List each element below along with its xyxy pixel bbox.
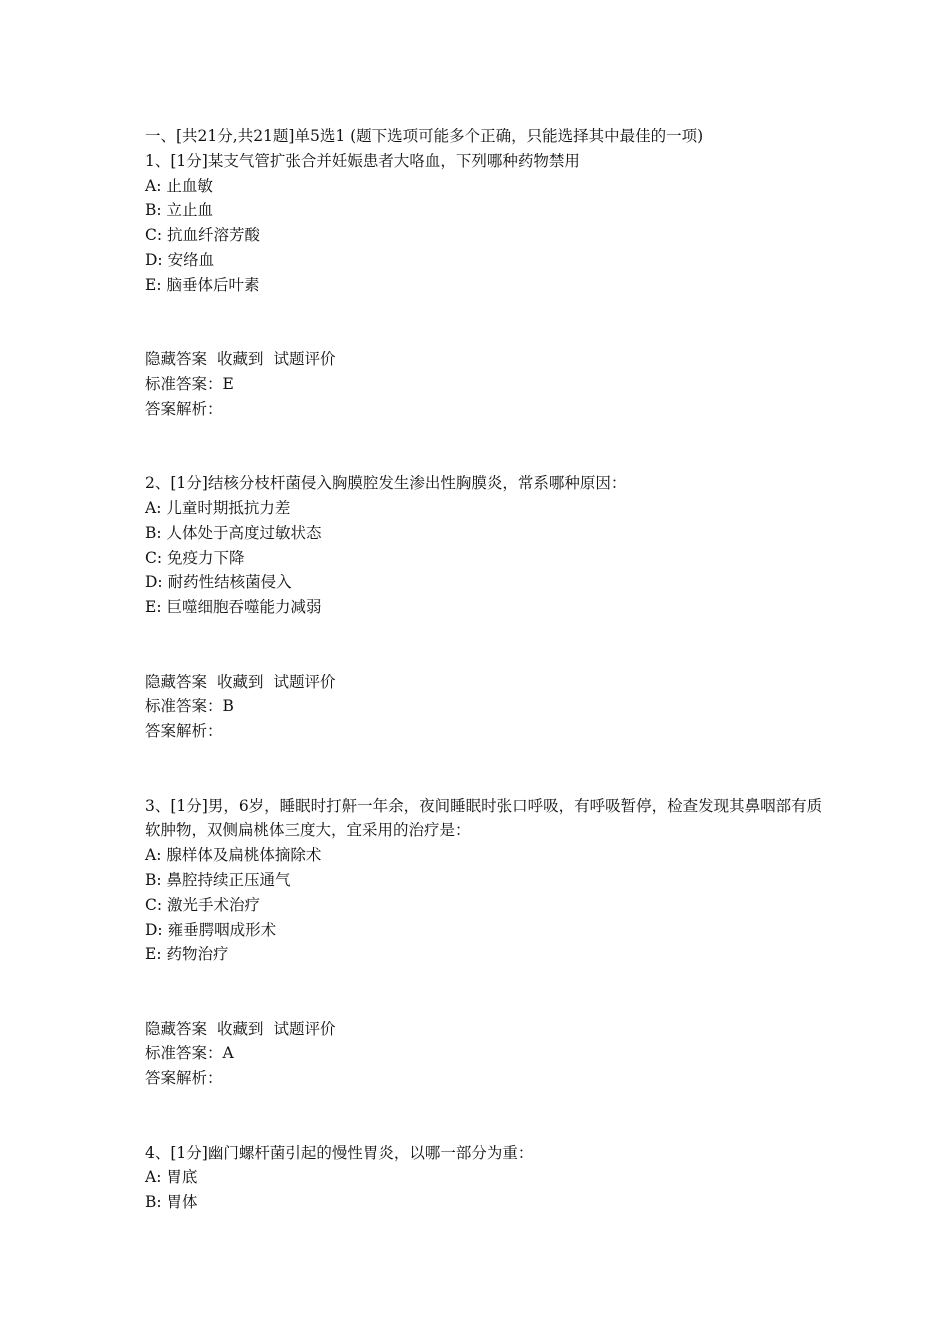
option-c: C: 免疫力下降 xyxy=(145,548,245,567)
option-b: B: 鼻腔持续正压通气 xyxy=(145,870,291,889)
standard-answer: 标准答案：B xyxy=(145,697,234,716)
favorite-link[interactable]: 收藏到 xyxy=(217,672,264,691)
option-c: C: 抗血纤溶芳酸 xyxy=(145,226,261,245)
evaluate-link[interactable]: 试题评价 xyxy=(273,672,336,691)
favorite-link[interactable]: 收藏到 xyxy=(217,350,264,369)
option-b: B: 人体处于高度过敏状态 xyxy=(145,523,322,542)
question-title: 2、[1分]结核分枝杆菌侵入胸膜腔发生渗出性胸膜炎，常系哪种原因： xyxy=(145,474,627,493)
option-a: A: 儿童时期抵抗力差 xyxy=(145,498,291,517)
question-4 xyxy=(145,1141,825,1215)
question-actions xyxy=(145,347,825,372)
favorite-link[interactable]: 收藏到 xyxy=(217,1019,264,1038)
option-a: A: 腺样体及扁桃体摘除术 xyxy=(145,846,322,865)
question-actions xyxy=(145,670,825,695)
evaluate-link[interactable]: 试题评价 xyxy=(273,1019,336,1038)
section-header: 一、[共21分,共21题]单5选1 (题下选项可能多个正确，只能选择其中最佳的一项) xyxy=(145,127,704,145)
question-title: 4、[1分]幽门螺杆菌引起的慢性胃炎，以哪一部分为重： xyxy=(145,1143,534,1162)
option-e: E: 巨噬细胞吞噬能力减弱 xyxy=(145,598,322,617)
question-title: 1、[1分]某支气管扩张合并妊娠患者大咯血，下列哪种药物禁用 xyxy=(145,151,580,170)
question-title: 3、[1分]男，6岁，睡眠时打鼾一年余，夜间睡眠时张口呼吸，有呼吸暂停，检查发现其鼻咽部有质软肿物，双侧扁桃体三度大，宜采用的治疗是： xyxy=(145,796,823,840)
option-b: B: 胃体 xyxy=(145,1193,198,1212)
standard-answer: 标准答案：E xyxy=(145,374,234,393)
answer-analysis: 答案解析： xyxy=(145,722,223,741)
question-2 xyxy=(145,471,825,793)
option-e: E: 脑垂体后叶素 xyxy=(145,275,260,294)
standard-answer: 标准答案：A xyxy=(145,1044,234,1063)
option-a: A: 胃底 xyxy=(145,1168,198,1187)
hide-answer-link[interactable]: 隐藏答案 xyxy=(145,1019,208,1038)
option-d: D: 安络血 xyxy=(145,250,215,269)
hide-answer-link[interactable]: 隐藏答案 xyxy=(145,350,208,369)
answer-analysis: 答案解析： xyxy=(145,399,223,418)
option-d: D: 耐药性结核菌侵入 xyxy=(145,573,292,592)
option-e: E: 药物治疗 xyxy=(145,945,229,964)
document-page xyxy=(145,124,825,1215)
option-a: A: 止血敏 xyxy=(145,176,213,195)
answer-analysis: 答案解析： xyxy=(145,1069,223,1088)
question-3 xyxy=(145,794,825,1141)
evaluate-link[interactable]: 试题评价 xyxy=(273,350,336,369)
option-d: D: 雍垂腭咽成形术 xyxy=(145,920,277,939)
option-c: C: 激光手术治疗 xyxy=(145,895,261,914)
hide-answer-link[interactable]: 隐藏答案 xyxy=(145,672,208,691)
question-actions xyxy=(145,1017,825,1042)
option-b: B: 立止血 xyxy=(145,201,214,220)
question-1 xyxy=(145,149,825,471)
